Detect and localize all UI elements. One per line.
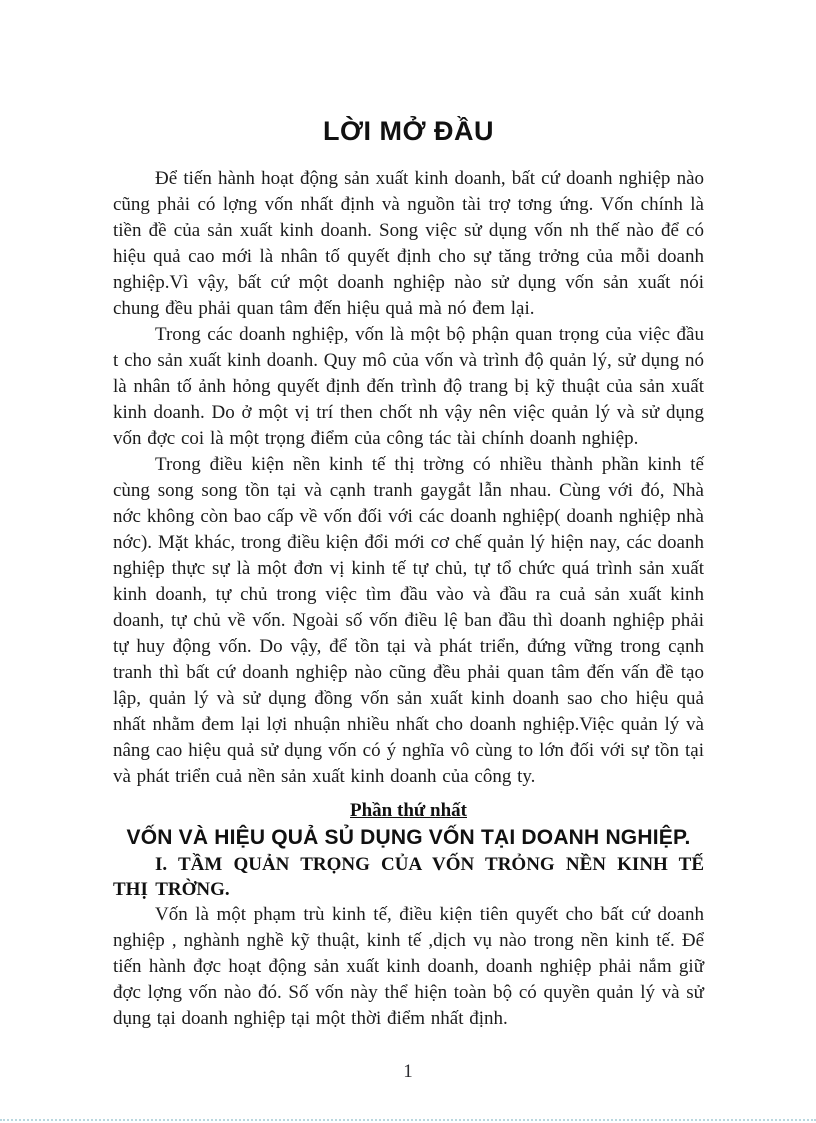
paragraph-intro-3: Trong điều kiện nền kinh tế thị trờng có nhiều thành phần kinh tế cùng song song tồn tại và cạnh tranh gaygắt lẫn nhau. Cùng với đó, Nhà nớc không còn bao cấp về vốn đối với các doanh nghiệp( doanh nghiệp nhà nớc). Mặt khác, trong điều kiện đổi mới cơ chế quản lý hiện nay, các doanh nghiệp thực sự là một đơn vị kinh tế tự chủ, tự tổ chức quá trình sản xuất kinh doanh, tự chủ trong việc tìm đầu vào và đầu ra cuả sản xuất kinh doanh, tự chủ về vốn. Ngoài số vốn điều lệ ban đầu thì doanh nghiệp phải tự huy động vốn. Do vậy, để tồn tại và phát triển, đứng vững trong cạnh tranh thì bất cứ doanh nghiệp nào cũng đều phải quan tâm đến vấn đề tạo lập, quản lý và sử dụng đồng vốn sản xuất kinh doanh sao cho hiệu quả nhất nhằm đem lại lợi nhuận nhiều nhất cho doanh nghiệp.Việc quản lý và nâng cao hiệu quả sử dụng vốn có ý nghĩa vô cùng to lớn đối với sự tồn tại và phát triển cuả nền sản xuất kinh doanh của công ty. — [113, 454, 704, 787]
page-number: 1 — [403, 1061, 413, 1082]
page-content — [113, 0, 704, 1032]
part-heading: VỐN VÀ HIỆU QUẢ SỦ DỤNG VỐN TẠI DOANH NGHIỆP. — [126, 826, 691, 849]
paragraph-intro-2: Trong các doanh nghiệp, vốn là một bộ phận quan trọng của việc đầu t cho sản xuất kinh doanh. Quy mô của vốn và trình độ quản lý, sử dụng nó là nhân tố ảnh hỏng quyết định đến trình độ trang bị kỹ thuật của sản xuất kinh doanh. Do ở một vị trí then chốt nh vậy nên việc quản lý và sử dụng vốn đợc coi là một trọng điểm của công tác tài chính doanh nghiệp. — [113, 324, 704, 449]
page-edge-dotted-line — [0, 1119, 816, 1121]
document-title: LỜI MỞ ĐẦU — [322, 116, 495, 146]
paragraph-intro-1: Để tiến hành hoạt động sản xuất kinh doanh, bất cứ doanh nghiệp nào cũng phải có lợng vốn nhất định và nguồn tài trợ tơng ứng. Vốn chính là tiền đề của sản xuất kinh doanh. Song việc sử dụng vốn nh thế nào để có hiệu quả cao mới là nhân tố quyết định cho sự tăng trởng của mỗi doanh nghiệp.Vì vậy, bất cứ một doanh nghiệp nào sử dụng vốn sản xuất nói chung đều phải quan tâm đến hiệu quả mà nó đem lại. — [113, 168, 704, 319]
section-heading: I. TẦM QUẢN TRỌNG CỦA VỐN TRỎNG NỀN KINH TẾ THỊ TRỜNG. — [113, 854, 704, 900]
paragraph-section-1: Vốn là một phạm trù kinh tế, điều kiện tiên quyết cho bất cứ doanh nghiệp , nghành nghề kỹ thuật, kinh tế ,dịch vụ nào trong nền kinh tế. Để tiến hành đợc hoạt động sản xuất kinh doanh, doanh nghiệp phải nắm giữ đợc lợng vốn nào đó. Số vốn này thể hiện toàn bộ có quyền quản lý và sử dụng tại doanh nghiệp tại một thời điểm nhất định. — [113, 904, 704, 1029]
part-label: Phần thứ nhất — [350, 800, 467, 821]
